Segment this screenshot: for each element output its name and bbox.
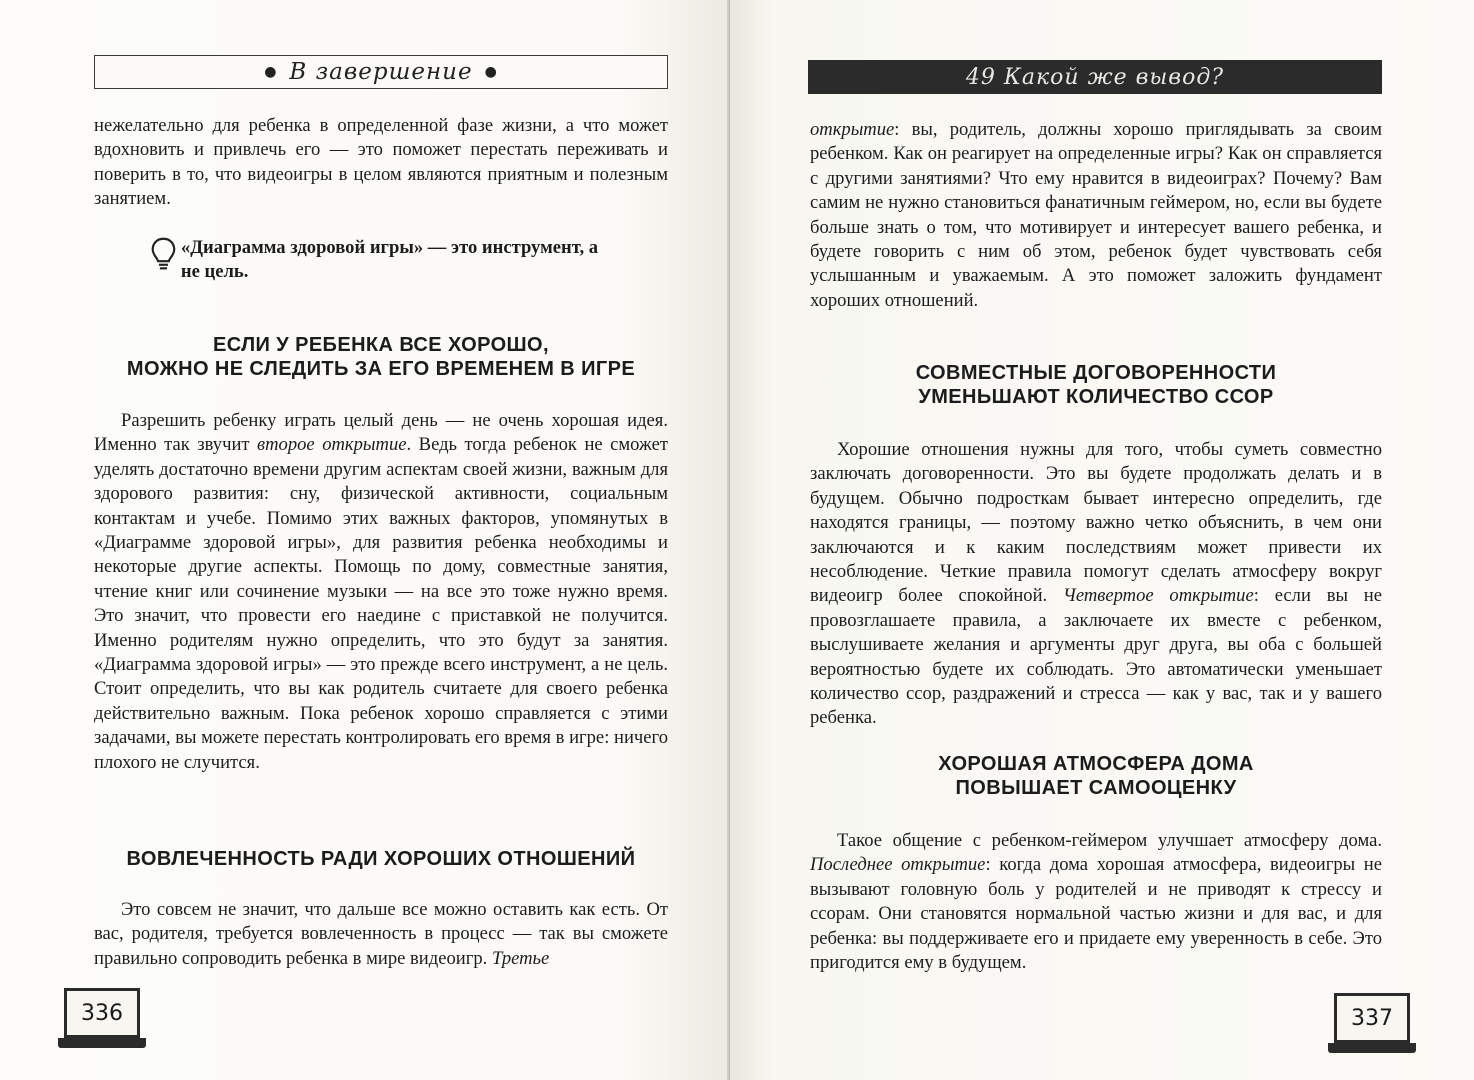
text-run: : если вы не провозглашаете правила, а заключаете их вместе с ребенком, выслушиваете желания и аргументы друг друга, вы оба с большей вероятностью будете их соблюдать. Это автоматически уменьшает количество ссор, раздражений и стресса — как у вас, так и у вашего ребенка. bbox=[810, 585, 1382, 729]
running-header-right bbox=[808, 60, 1382, 94]
heading-line: МОЖНО НЕ СЛЕДИТЬ ЗА ЕГО ВРЕМЕНЕМ В ИГРЕ bbox=[126, 358, 636, 380]
text-run: Это совсем не значит, что дальше все можно оставить как есть. От вас, родителя, требуется вовлеченность в процесс — так вы сможете правильно сопроводить ребенка в мире видеоигр. bbox=[94, 899, 668, 969]
text-run: . Ведь тогда ребенок не сможет уделять достаточно времени другим аспектам своей жизни, важным для здорового развития: сну, физической активности, социальным контактам и учебе. Помимо этих важных факторов, упомянутых в «Диаграмме здоровой игры», для развития ребенка необходимы и некоторые другие аспекты. Помощь по дому, совместные занятия, чтение книг или сочинение музыки — на все это тоже нужно время. Это значит, что провести его наедине с приставкой не получится. Именно родителям нужно определить, что это будут за занятия. «Диаграмма здоровой игры» — это прежде всего инструмент, а не цель. Стоит определить, что вы как родитель считаете для своего ребенка действительно важным. Пока ребенок хорошо справляется с этими задачами, вы можете перестать контролировать его время в игре: ничего плохого не случится. bbox=[94, 434, 668, 773]
heading-line: СОВМЕСТНЫЕ ДОГОВОРЕННОСТИ bbox=[915, 362, 1277, 384]
intro-paragraph-block bbox=[94, 114, 668, 212]
paragraph bbox=[810, 118, 1382, 313]
section-heading-1 bbox=[94, 333, 668, 381]
bullet-dot: ● bbox=[264, 64, 278, 80]
section-2-body bbox=[94, 898, 668, 971]
text-run: Хорошие отношения нужны для того, чтобы суметь совместно заключать договоренности. Это вы будете продолжать делать и в будущем. Обычно подросткам бывает интересно определить, где находятся границы, — поэтому важно четко объяснить, в чем они заключаются и к каким последствиям может привести их несоблюдение. Четкие правила помогут сделать атмосферу вокруг видеоигр более спокойной. bbox=[810, 439, 1382, 607]
text-run: Разрешить ребенку играть целый день — не очень хорошая идея. Именно так звучит bbox=[94, 410, 668, 456]
heading-line: ПОВЫШАЕТ САМООЦЕНКУ bbox=[955, 777, 1237, 799]
heading-line: ВОВЛЕЧЕННОСТЬ РАДИ ХОРОШИХ ОТНОШЕНИЙ bbox=[126, 848, 636, 870]
bullet-dot: ● bbox=[484, 64, 498, 80]
heading-line: УМЕНЬШАЮТ КОЛИЧЕСТВО ССОР bbox=[918, 386, 1274, 408]
continuation-block bbox=[810, 118, 1382, 313]
tip-callout bbox=[150, 236, 620, 285]
paragraph bbox=[94, 898, 668, 971]
heading-line: ХОРОШАЯ АТМОСФЕРА ДОМА bbox=[938, 753, 1254, 775]
laptop-base bbox=[1328, 1043, 1416, 1053]
section-1-body bbox=[94, 409, 668, 775]
page-number: 337 bbox=[1351, 1005, 1393, 1031]
text-run: : вы, родитель, должны хорошо приглядывать за своим ребенком. Как он реагирует на определенные игры? Как он справляется с другими занятиями? Что ему нравится в видеоиграх? Почему? Вам самим не нужно становиться фанатичным геймером, но, если вы будете больше знать о том, что мотивирует и интересует вашего ребенка, и будете говорить с ним об этом, ребенок будет чувствовать себя услышанным и уважаемым. А это поможет заложить фундамент хороших отношений. bbox=[810, 119, 1382, 311]
laptop-base bbox=[58, 1038, 146, 1048]
running-header-left bbox=[94, 55, 668, 89]
laptop-icon bbox=[64, 988, 140, 1038]
header-title: В завершение bbox=[289, 59, 473, 85]
paragraph bbox=[94, 409, 668, 775]
left-page bbox=[0, 0, 730, 1080]
text-run: Такое общение с ребенком-геймером улучшает атмосферу дома. bbox=[837, 830, 1382, 851]
emphasis: Последнее открытие bbox=[810, 854, 986, 876]
section-heading-3 bbox=[810, 361, 1382, 409]
header-title: 49 Какой же вывод? bbox=[965, 64, 1225, 90]
page-number: 336 bbox=[81, 1000, 123, 1026]
intro-paragraph: нежелательно для ребенка в определенной фазе жизни, а что может вдохновить и привлечь его — это поможет перестать переживать и поверить в то, что видеоигры в целом являются приятным и полезным занятием. bbox=[94, 115, 668, 210]
page-number-left bbox=[64, 988, 140, 1050]
section-3-body bbox=[810, 438, 1382, 731]
lightbulb-icon bbox=[150, 234, 177, 274]
paragraph bbox=[810, 829, 1382, 975]
emphasis: второе открытие bbox=[257, 434, 407, 456]
page-number-right bbox=[1334, 993, 1410, 1055]
tip-text: «Диаграмма здоровой игры» — это инструмент, а не цель. bbox=[180, 237, 599, 283]
section-heading-2 bbox=[94, 847, 668, 871]
text-run: : когда дома хорошая атмосфера, видеоигры не вызывают головную боль у родителей и не приводят к стрессу и ссорам. Они становятся нормальной частью жизни и для вас, и для ребенка: вы поддерживаете его и придаете ему уверенность в себе. Это пригодится ему в будущем. bbox=[810, 854, 1382, 974]
paragraph bbox=[810, 438, 1382, 731]
right-page bbox=[730, 0, 1474, 1080]
emphasis: Третье bbox=[491, 947, 550, 969]
section-4-body bbox=[810, 829, 1382, 975]
laptop-icon bbox=[1334, 993, 1410, 1043]
section-heading-4 bbox=[810, 752, 1382, 800]
heading-line: ЕСЛИ У РЕБЕНКА ВСЕ ХОРОШО, bbox=[213, 334, 549, 356]
emphasis: Четвертое открытие bbox=[1063, 585, 1254, 607]
emphasis: открытие bbox=[810, 119, 895, 140]
